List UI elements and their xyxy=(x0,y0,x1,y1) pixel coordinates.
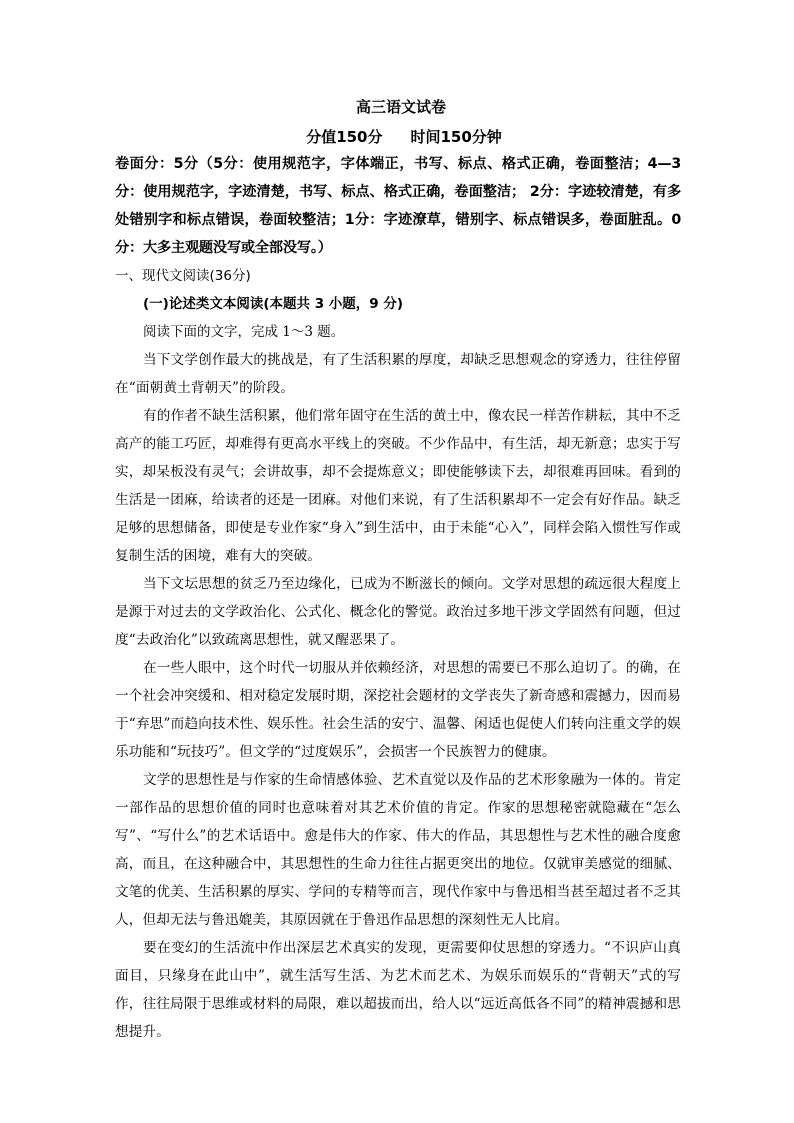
score-total: 分值150分 xyxy=(306,128,383,146)
reading-instruction: 阅读下面的文字，完成 1～3 题。 xyxy=(143,324,345,340)
exam-title: 高三语文试卷 xyxy=(355,98,446,116)
passage-paragraph-6: 要在变幻的生活流中作出深层艺术真实的发现，更需要仰仗思想的穿透力。“不识庐山真面目，只缘身在此山中”，就生活写生活、为艺术而艺术、为娱乐而娱乐的“背朝天”式的写作，往往局限于思维或材料的局限，难以超拔而出，给人以“远近高低各不同”的精神震撼和思想提升。 xyxy=(115,940,681,1040)
exam-meta xyxy=(115,125,681,149)
passage-paragraph-2: 有的作者不缺生活积累，他们常年固守在生活的黄土中，像农民一样苦作耕耘，其中不乏高产的能工巧匠，却难得有更高水平线上的突破。不少作品中，有生活，却无新意；忠实于写实，却呆板没有灵气；会讲故事，却不会提炼意义；即使能够读下去，却很难再回味。看到的生活是一团麻，给读者的还是一团麻。对他们来说，有了生活积累却不一定会有好作品。缺乏足够的思想储备，即使是专业作家“身入”到生活中，由于未能“心入”，同样会陷入惯性写作或复制生活的困境，难有大的突破。 xyxy=(115,408,681,564)
passage-paragraph-5: 文学的思想性是与作家的生命情感体验、艺术直觉以及作品的艺术形象融为一体的。肯定一部作品的思想价值的同时也意味着对其艺术价值的肯定。作家的思想秘密就隐藏在“怎么写”、“写什么”的艺术话语中。愈是伟大的作家、伟大的作品，其思想性与艺术性的融合度愈高，而且，在这种融合中，其思想性的生命力往往占据更突出的地位。仅就审美感觉的细腻、文笔的优美、生活积累的厚实、学问的专精等而言，现代作家中与鲁迅相当甚至超过者不乏其人，但却无法与鲁迅媲美，其原因就在于鲁迅作品思想的深刻性无人比肩。 xyxy=(115,772,681,928)
section-heading: 一、现代文阅读(36分) xyxy=(115,268,251,284)
exam-page xyxy=(115,95,681,1046)
subsection-heading: (一)论述类文本阅读(本题共 3 小题，9 分) xyxy=(143,296,404,312)
passage-paragraph-1: 当下文学创作最大的挑战是，有了生活积累的厚度，却缺乏思想观念的穿透力，往往停留在“面朝黄土背朝天”的阶段。 xyxy=(115,352,681,396)
handwriting-score-rule: 卷面分：5分（5分：使用规范字，字体端正，书写、标点、格式正确，卷面整洁；4—3分：使用规范字，字迹清楚，书写、标点、格式正确，卷面整洁； 2分：字迹较清楚，有多处错别字和标点错误，卷面较整洁；1分：字迹潦草，错别字、标点错误多，卷面脏乱。0分：大多主观题没写或全部没写。） xyxy=(115,156,681,256)
time-limit: 时间150分钟 xyxy=(410,128,502,146)
passage-paragraph-4: 在一些人眼中，这个时代一切服从并依赖经济，对思想的需要已不那么迫切了。的确，在一个社会冲突缓和、相对稳定发展时期，深挖社会题材的文学丧失了新奇感和震撼力，因而易于“弃思”而趋向技术性、娱乐性。社会生活的安宁、温馨、闲适也促使人们转向注重文学的娱乐功能和“玩技巧”。但文学的“过度娱乐”，会损害一个民族智力的健康。 xyxy=(115,660,681,760)
passage-paragraph-3: 当下文坛思想的贫乏乃至边缘化，已成为不断滋长的倾向。文学对思想的疏远很大程度上是源于对过去的文学政治化、公式化、概念化的警觉。政治过多地干涉文学固然有问题，但过度“去政治化”以致疏离思想性，就又醒恶果了。 xyxy=(115,576,681,648)
